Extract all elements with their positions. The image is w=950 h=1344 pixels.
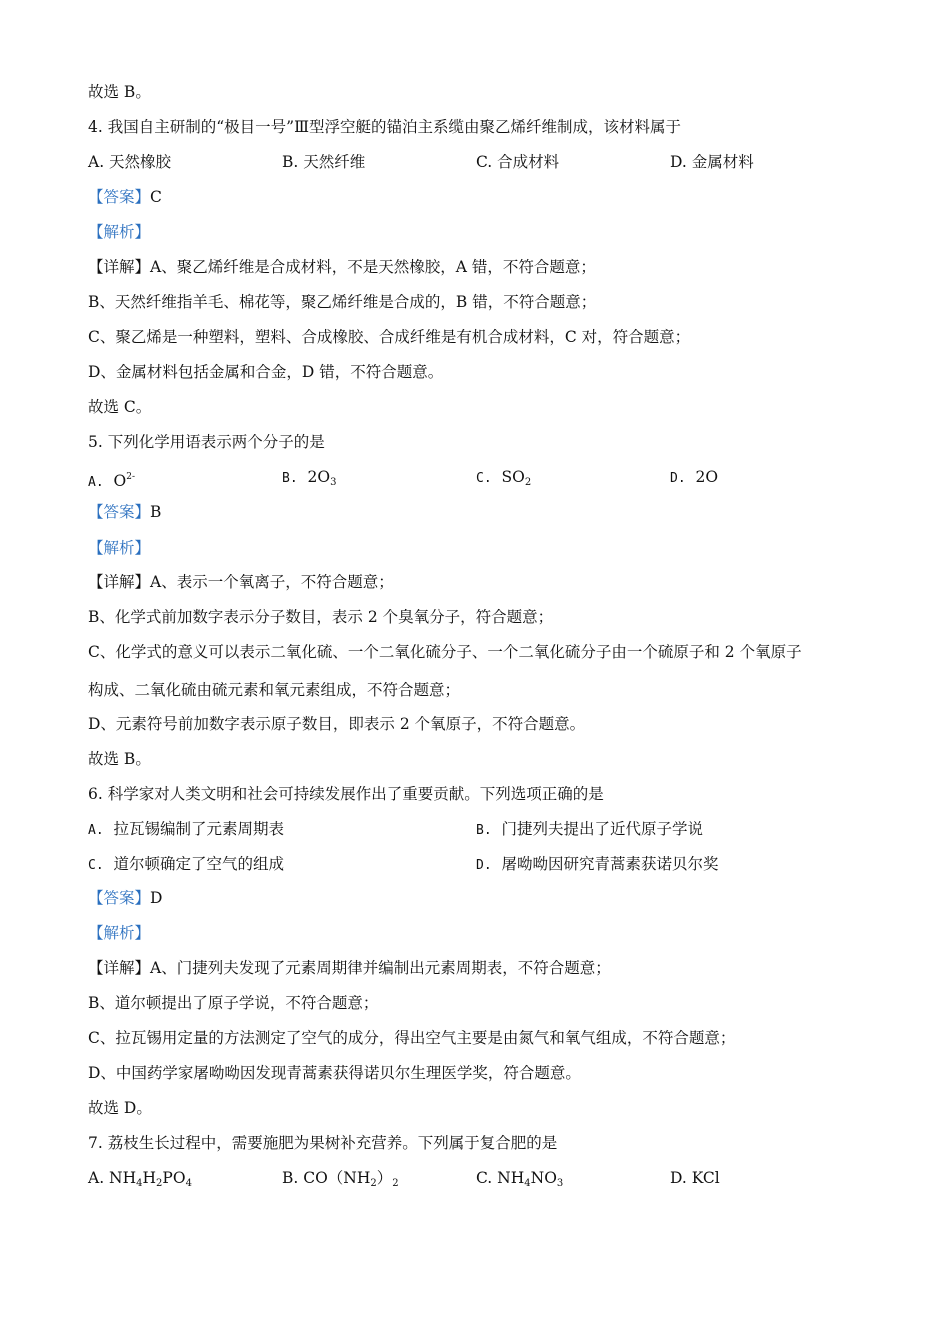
conclusion-4: 故选 C。 bbox=[88, 398, 152, 416]
option-6a bbox=[88, 818, 284, 842]
option-text: 门捷列夫提出了近代原子学说 bbox=[501, 820, 704, 838]
option-7d: D. KCl bbox=[670, 1169, 720, 1187]
detail-6-3: C、拉瓦锡用定量的方法测定了空气的成分，得出空气主要是由氮气和氧气组成，不符合题意； bbox=[88, 1029, 736, 1047]
option-4d: D. 金属材料 bbox=[670, 153, 754, 171]
answer-tag: 【答案】 bbox=[88, 889, 151, 907]
conclusion-5: 故选 B。 bbox=[88, 750, 151, 768]
option-6c bbox=[88, 853, 284, 877]
formula-part: PO bbox=[162, 1169, 186, 1187]
option-letter: A. bbox=[88, 823, 104, 838]
formula-sub: 3 bbox=[556, 1178, 564, 1189]
formula-sub: 4 bbox=[524, 1178, 531, 1189]
detail-6-1 bbox=[88, 957, 611, 979]
formula-part: H bbox=[142, 1169, 157, 1187]
analysis-tag-6: 【解析】 bbox=[88, 924, 151, 942]
analysis-tag-5: 【解析】 bbox=[88, 539, 151, 557]
formula-base: 2O bbox=[695, 468, 719, 486]
option-5c bbox=[476, 466, 531, 494]
option-letter: A. bbox=[88, 475, 104, 490]
answer-value: D bbox=[150, 889, 163, 907]
detail-text: A、门捷列夫发现了元素周期律并编制出元素周期表，不符合题意； bbox=[150, 959, 611, 977]
option-6b bbox=[476, 818, 703, 842]
formula-sub: 2 bbox=[524, 477, 532, 488]
option-6d bbox=[476, 853, 719, 877]
answer-4 bbox=[88, 186, 162, 208]
option-4c: C. 合成材料 bbox=[476, 153, 560, 171]
answer-value: C bbox=[150, 188, 162, 206]
detail-tag: 【详解】 bbox=[88, 959, 151, 977]
formula-part: ） bbox=[376, 1169, 393, 1187]
answer-6 bbox=[88, 887, 162, 909]
conclusion-6: 故选 D。 bbox=[88, 1099, 152, 1117]
option-5a bbox=[88, 466, 135, 494]
option-text: 拉瓦锡编制了元素周期表 bbox=[113, 820, 285, 838]
question-5: 5. 下列化学用语表示两个分子的是 bbox=[88, 433, 325, 451]
detail-4-4: D、金属材料包括金属和合金，D 错，不符合题意。 bbox=[88, 363, 444, 381]
option-letter: D. bbox=[476, 858, 492, 873]
formula-sub: 3 bbox=[330, 477, 337, 488]
option-letter: B. bbox=[476, 823, 492, 838]
answer-tag: 【答案】 bbox=[88, 188, 151, 206]
detail-4-2: B、天然纤维指羊毛、棉花等，聚乙烯纤维是合成的，B 错，不符合题意； bbox=[88, 293, 597, 311]
detail-5-1 bbox=[88, 571, 394, 593]
detail-5-2: B、化学式前加数字表示分子数目，表示 2 个臭氧分子，符合题意； bbox=[88, 608, 554, 626]
option-letter: B. bbox=[282, 471, 298, 486]
formula-part: C. NH bbox=[476, 1169, 525, 1187]
formula-sub: 2 bbox=[370, 1178, 377, 1189]
detail-5-4: D、元素符号前加数字表示原子数目，即表示 2 个氧原子，不符合题意。 bbox=[88, 715, 586, 733]
answer-value: B bbox=[150, 503, 162, 521]
option-letter: C. bbox=[88, 858, 104, 873]
detail-tag: 【详解】 bbox=[88, 573, 151, 591]
detail-4-1 bbox=[88, 256, 596, 278]
formula-part: B. CO（NH bbox=[282, 1169, 371, 1187]
option-7b bbox=[282, 1167, 399, 1195]
detail-5-3: C、化学式的意义可以表示二氧化硫、一个二氧化硫分子、一个二氧化硫分子由一个硫原子和 2 个氧原子 bbox=[88, 643, 802, 661]
option-text: 屠呦呦因研究青蒿素获诺贝尔奖 bbox=[501, 855, 719, 873]
question-4: 4. 我国自主研制的“极目一号”Ⅲ型浮空艇的锚泊主系缆由聚乙烯纤维制成，该材料属于 bbox=[88, 118, 682, 136]
formula-base: SO bbox=[501, 468, 525, 486]
detail-tag: 【详解】 bbox=[88, 258, 151, 276]
detail-6-4: D、中国药学家屠呦呦因发现青蒿素获得诺贝尔生理医学奖，符合题意。 bbox=[88, 1064, 581, 1082]
question-7: 7. 荔枝生长过程中，需要施肥为果树补充营养。下列属于复合肥的是 bbox=[88, 1134, 558, 1152]
option-5b bbox=[282, 466, 336, 494]
analysis-tag-4: 【解析】 bbox=[88, 223, 151, 241]
detail-text: A、聚乙烯纤维是合成材料，不是天然橡胶，A 错，不符合题意； bbox=[150, 258, 596, 276]
formula-sub: 2 bbox=[156, 1178, 163, 1189]
detail-4-3: C、聚乙烯是一种塑料，塑料、合成橡胶、合成纤维是有机合成材料，C 对，符合题意； bbox=[88, 328, 691, 346]
detail-6-2: B、道尔顿提出了原子学说，不符合题意； bbox=[88, 994, 379, 1012]
option-5d bbox=[670, 466, 718, 490]
detail-5-3b: 构成、二氧化硫由硫元素和氧元素组成，不符合题意； bbox=[88, 681, 461, 699]
formula-base: O bbox=[113, 472, 127, 490]
option-7c bbox=[476, 1167, 563, 1195]
formula-sub: 4 bbox=[136, 1178, 143, 1189]
option-letter: C. bbox=[476, 471, 492, 486]
formula-sub: 2 bbox=[392, 1178, 399, 1189]
option-7a bbox=[88, 1167, 192, 1195]
option-letter: D. bbox=[670, 471, 686, 486]
formula-base: 2O bbox=[307, 468, 331, 486]
question-6: 6. 科学家对人类文明和社会可持续发展作出了重要贡献。下列选项正确的是 bbox=[88, 785, 604, 803]
answer-5 bbox=[88, 501, 161, 523]
detail-text: A、表示一个氧离子，不符合题意； bbox=[150, 573, 394, 591]
formula-sup: 2- bbox=[126, 472, 136, 482]
option-text: 道尔顿确定了空气的组成 bbox=[113, 855, 285, 873]
formula-part: A. NH bbox=[88, 1169, 137, 1187]
formula-part: NO bbox=[530, 1169, 557, 1187]
conclusion-3: 故选 B。 bbox=[88, 83, 151, 101]
option-4a: A. 天然橡胶 bbox=[88, 153, 172, 171]
option-4b: B. 天然纤维 bbox=[282, 153, 366, 171]
answer-tag: 【答案】 bbox=[88, 503, 151, 521]
formula-sub: 4 bbox=[185, 1178, 192, 1189]
